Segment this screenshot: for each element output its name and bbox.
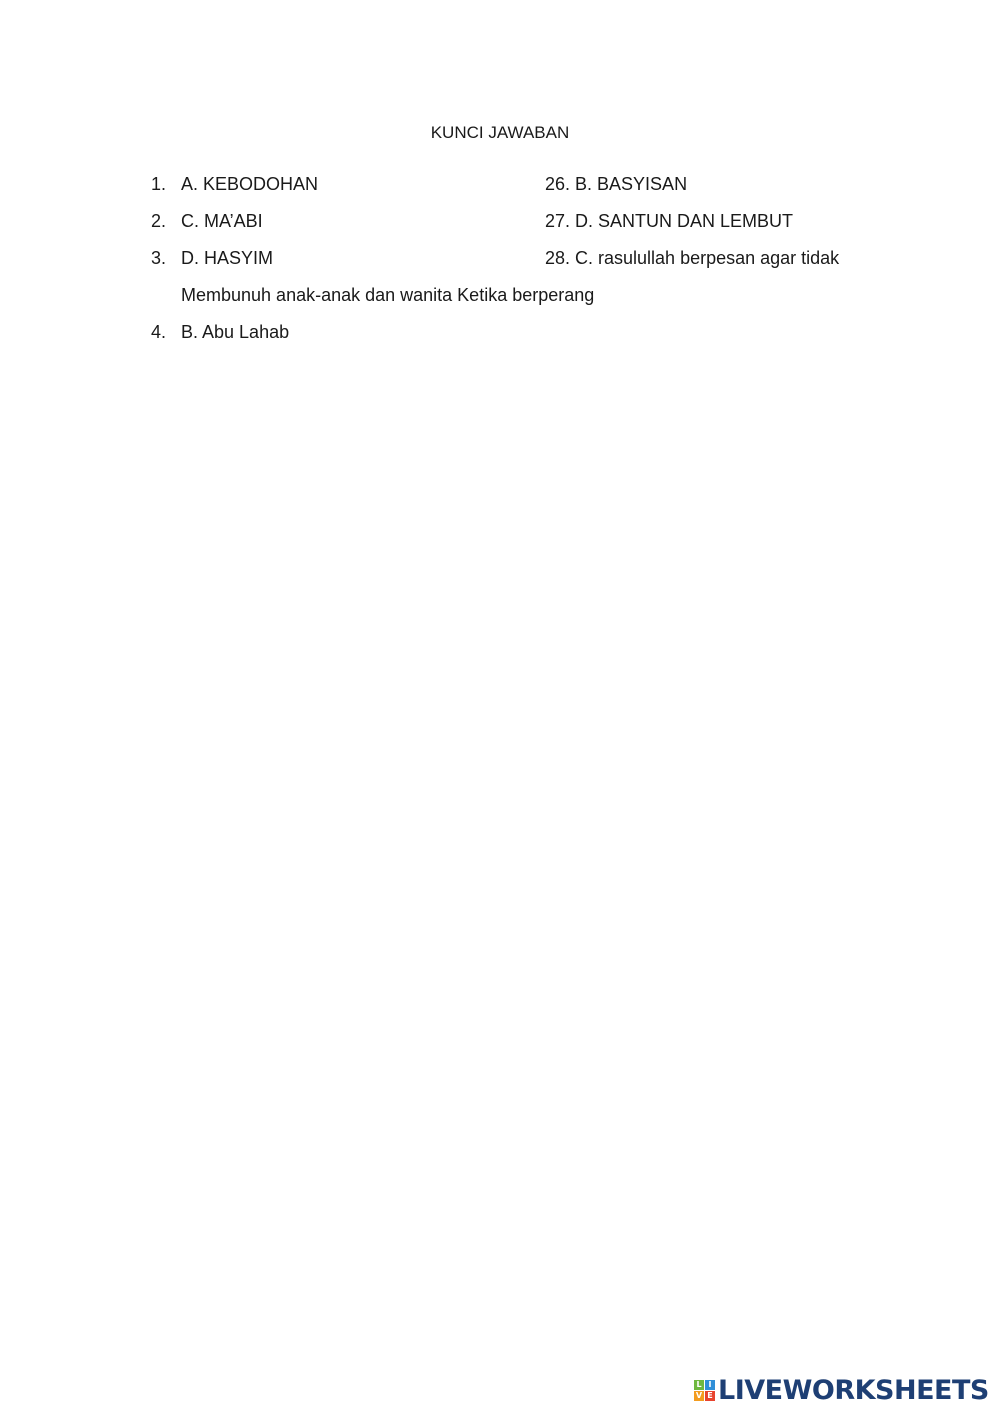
liveworksheets-logo xyxy=(694,1376,989,1404)
item-number: 4. xyxy=(151,322,167,342)
page-title: KUNCI JAWABAN xyxy=(430,123,570,142)
item-answer-right: 27. D. SANTUN DAN LEMBUT xyxy=(545,211,794,231)
logo-letter: E xyxy=(705,1391,715,1401)
brand-text: LIVEWORKSHEETS xyxy=(718,1374,989,1406)
item-number: 3. xyxy=(151,248,167,268)
item-number: 1. xyxy=(151,174,167,194)
logo-letter: V xyxy=(695,1390,703,1400)
item-answer-right: 28. C. rasulullah berpesan agar tidak xyxy=(545,248,840,268)
continuation-line: Membunuh anak-anak dan wanita Ketika berperang xyxy=(181,285,595,305)
item-answer: B. Abu Lahab xyxy=(181,322,290,342)
logo-letter: I xyxy=(705,1380,715,1390)
item-answer: A. KEBODOHAN xyxy=(181,174,319,194)
logo-letter: L xyxy=(694,1380,704,1390)
item-number: 2. xyxy=(151,211,167,231)
item-answer: D. HASYIM xyxy=(181,248,274,268)
logo-mark-icon xyxy=(694,1380,715,1401)
item-answer: C. MA’ABI xyxy=(181,211,263,231)
item-answer-right: 26. B. BASYISAN xyxy=(545,174,688,194)
